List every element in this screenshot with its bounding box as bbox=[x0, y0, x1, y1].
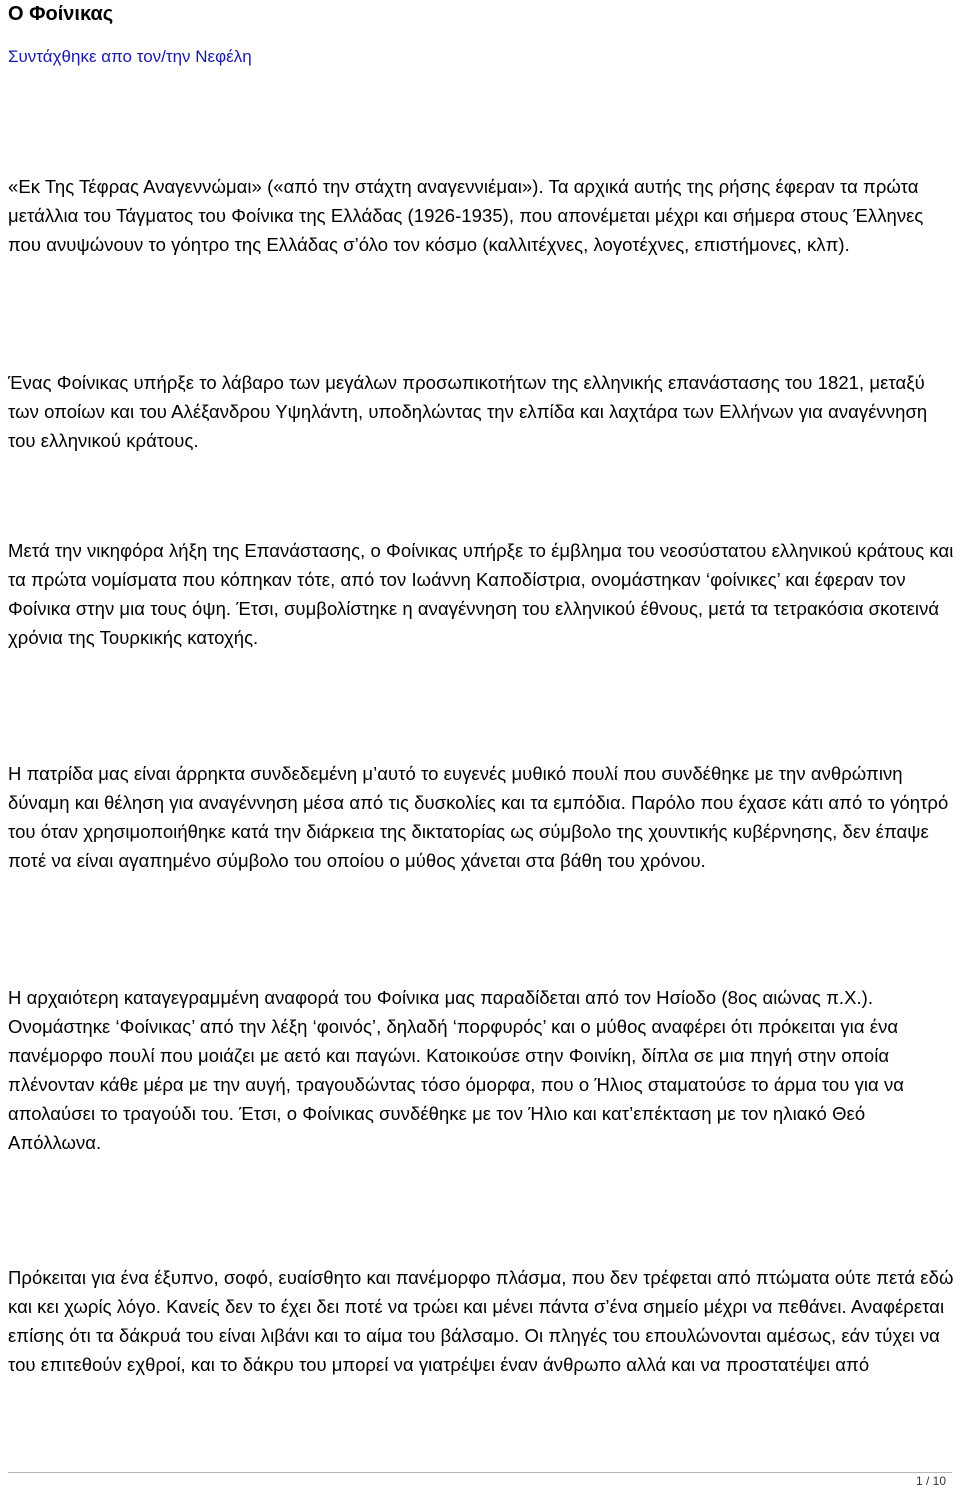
paragraph-motto: «Εκ Της Τέφρας Αναγεννώμαι» («από την στάχτη αναγεννιέμαι»). Τα αρχικά αυτής της ρήσης έφεραν τα πρώτα μετάλλια του Τάγματος του Φοίνικα της Ελλάδας (1926-1935), που απονέμεται μέχρι και σήμερα στους Έλληνες που ανυψώνουν το γόητρο της Ελλάδας σ’όλο τον κόσμο (καλλιτέχνες, λογοτέχνες, επιστήμονες, κλπ). bbox=[8, 176, 924, 255]
paragraph-creature: Πρόκειται για ένα έξυπνο, σοφό, ευαίσθητο και πανέμορφο πλάσμα, που δεν τρέφεται από πτώματα ούτε πετά εδώ και κει χωρίς λόγο. Κανείς δεν το έχει δει ποτέ να τρώει και μένει πάντα σ’ένα σημείο μέχρι να πεθάνει. Αναφέρεται επίσης ότι τα δάκρυά του είναι λιβάνι και το αίμα του βάλσαμο. Οι πληγές του επουλώνονται αμέσως, εάν τύχει να του επιτεθούν εχθροί, και το δάκρυ του μπορεί να γιατρέψει έναν άνθρωπο αλλά και να προστατέψει από bbox=[8, 1267, 954, 1375]
paragraph-revolution: Ένας Φοίνικας υπήρξε το λάβαρο των μεγάλων προσωπικοτήτων της ελληνικής επανάστασης του 1821, μεταξύ των οποίων και του Αλέξανδρου Υψηλάντη, υποδηλώντας την ελπίδα και λαχτάρα των Ελλήνων για αναγέννηση του ελληνικού κράτους. bbox=[8, 372, 928, 451]
paragraph-emblem: Μετά την νικηφόρα λήξη της Επανάστασης, ο Φοίνικας υπήρξε το έμβλημα του νεοσύστατου ελληνικού κράτους και τα πρώτα νομίσματα που κόπηκαν τότε, από τον Ιωάννη Καποδίστρια, ονομάστηκαν ‘φοίνικες’ και έφεραν τον Φοίνικα στην μια τους όψη. Έτσι, συμβολίστηκε η αναγέννηση του ελληνικού έθνους, μετά τα τετρακόσια σκοτεινά χρόνια της Τουρκικής κατοχής. bbox=[8, 540, 954, 648]
footer-divider bbox=[8, 1472, 952, 1473]
author-byline: Συντάχθηκε απο τον/την Νεφέλη bbox=[8, 47, 252, 66]
paragraph-homeland: Η πατρίδα μας είναι άρρηκτα συνδεδεμένη μ’αυτό το ευγενές μυθικό πουλί που συνδέθηκε με την ανθρώπινη δύναμη και θέληση για αναγέννηση μέσα από τις δυσκολίες και τα εμπόδια. Παρόλο που έχασε κάτι από το γόητρό του όταν χρησιμοποιήθηκε κατά την διάρκεια της δικτατορίας ως σύμβολο της χουντικής κυβέρνησης, δεν έπαψε ποτέ να είναι αγαπημένο σύμβολο του οποίου ο μύθος χάνεται στα βάθη του χρόνου. bbox=[8, 763, 949, 871]
document-title: Ο Φοίνικας bbox=[8, 3, 114, 25]
page-number: 1 / 10 bbox=[915, 1474, 946, 1488]
paragraph-hesiod: Η αρχαιότερη καταγεγραμμένη αναφορά του Φοίνικα μας παραδίδεται από τον Ησίοδο (8ος αιώνας π.Χ.). Ονομάστηκε ‘Φοίνικας’ από την λέξη ‘φοινός’, δηλαδή ‘πορφυρός’ και ο μύθος αναφέρει ότι πρόκειται για ένα πανέμορφο πουλί που μοιάζει με αετό και παγώνι. Κατοικούσε στην Φοινίκη, δίπλα σε μια πηγή στην οποία πλένονταν κάθε μέρα με την αυγή, τραγουδώντας τόσο όμορφα, που ο Ήλιος σταματούσε το άρμα του για να απολαύσει το τραγούδι του. Έτσι, ο Φοίνικας συνδέθηκε με τον Ήλιο και κατ’επέκταση με τον ηλιακό Θεό Απόλλωνα. bbox=[8, 987, 905, 1153]
